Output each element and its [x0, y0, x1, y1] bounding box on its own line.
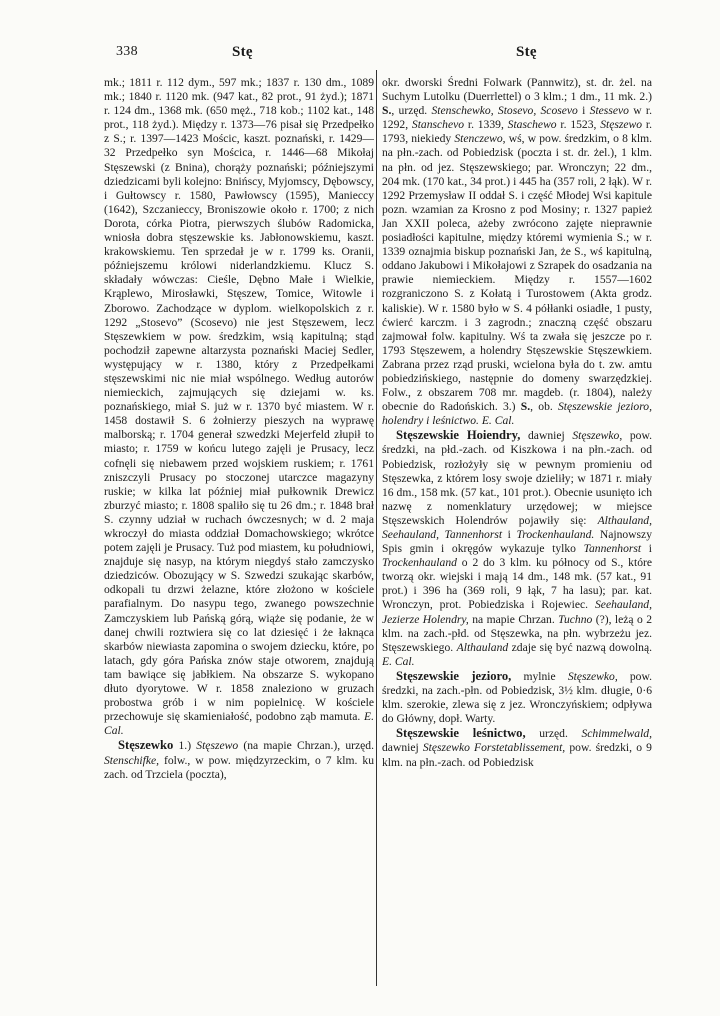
running-head-left: Stę [232, 44, 253, 60]
italic-name: Stenczewo [454, 132, 503, 146]
entry-text: o 2 do 3 klm. ku północy od S., które tworzą okr. wiejski i mają 14 dm., 148 mk. (57 kat., 91 prot.) i 396 ha (369 roli, 9 łąk, 7 ha lasu); par. kat. Wronczyn, prot. Pobiedziska i Rojewiec. [382, 556, 652, 612]
entry-text: dawniej [382, 741, 423, 755]
italic-name: Tuchno [558, 612, 593, 626]
entry-text: , urzęd. [391, 104, 432, 118]
entry-holendry [382, 428, 652, 669]
entry-continuation [104, 76, 374, 738]
page-number: 338 [116, 44, 138, 59]
entry-text: mylnie [511, 669, 568, 683]
bold-abbrev: S. [382, 104, 392, 118]
author-signature: E. Cal. [481, 414, 515, 428]
entry-text: okr. dworski Średni Folwark (Pannwitz), st. dr. żel. na Suchym Lutolku (Duerrlettel) o 3 klm.; 1 dm., 11 mk. 2.) [382, 76, 652, 104]
entry-text: r. 1793, niekiedy [382, 118, 652, 146]
entry-lemma: Stęszewskie leśnictwo, [396, 726, 526, 741]
italic-name: Stęszewko [572, 429, 620, 443]
entry-lemma: Stęszewskie Hoiendry, [396, 428, 521, 443]
italic-name: Seehauland, Jezierze Holendry, [382, 598, 652, 626]
column-divider [376, 70, 377, 986]
italic-name: Trockenhauland. [516, 528, 595, 541]
italic-name: Stanschevo [411, 118, 465, 132]
entry-steszewko [104, 738, 374, 781]
entry-text: r. 1339, [464, 118, 508, 132]
entry-text: , wś, w pow. średzkim, o 8 klm. na płn.-zach. od Pobiedzisk (poczta i st. dr. żel.), 1 klm. na płn. od jez. Stęszewskiego; par. Wronczyn; 22 dm., 204 mk. (170 kat., 34 prot.) i 445 ha (357 roli, 2 łąk). W r. 1292 Przemysław II oddał S. i część Młodej Wsi kapitule pozn. wzamian za Krosno z pod Mosiny; r. 1327 papież Jan XXII poleca, ażeby zwrócono zajęte nieprawnie posiadłości kapitulne, między któremi wymienia S.; w r. 1339 oznajmia biskup poznański Jan, że S., wś kapitulną, oddano Jakubowi i Mikołajowi z Szrapek do osadzania na prawie niemieckiem. Między r. 1557—1602 rozgraniczono S. z Kołatą i Turostowem (Akta grodz. kaliskie). W r. 1580 było w S. 4 półłanki osiadłe, 1 pusty, ćwierć karczm. i 3 zagrodn.; znaczną część obszaru zajmował folw. kapitulny. Wś ta zwała się jeszcze po r. 1793 Stęszewem, a holendry Stęszewskie Stęszewkiem. Zabrana przez rząd pruski, wcielona była do t. zw. amtu pobiedzińskiego, następnie do domeny swarzędzkiej. Folw., z obszarem 708 mr. magdeb. (r. 1804), należy obecnie do Radońskich. 3.) [382, 132, 652, 414]
italic-name: Stęszewskie jezioro, holendry i leśnictwo. [382, 400, 652, 428]
italic-name: Tannenhorst [583, 542, 642, 556]
author-signature: E. Cal. [104, 710, 374, 738]
bold-abbrev: S. [520, 400, 531, 414]
entry-text: i [577, 104, 590, 118]
italic-name: Stęszewo [196, 739, 239, 753]
right-column [382, 76, 652, 998]
entry-text: urzęd. [525, 727, 582, 741]
italic-name: Stęszewko Forstetablissement, [422, 741, 566, 755]
italic-name: Stęszewko, [567, 669, 618, 683]
entry-text: w r. 1292, [382, 104, 652, 132]
entry-lemma: Stęszewko [118, 738, 174, 753]
italic-name: Staschewo [507, 118, 557, 132]
entry-lemma: Stęszewskie jezioro, [396, 668, 512, 683]
entry-text: i [502, 528, 517, 541]
entry-text: (na mapie Chrzan.), urzęd. [238, 739, 374, 753]
entry-text: dawniej [520, 429, 573, 443]
italic-name: Trockenhauland [382, 556, 457, 570]
entry-lesnictwo [382, 726, 652, 769]
left-column [104, 76, 374, 998]
entry-text: pow. średzki, na zach.-płn. od Pobiedzisk, 3½ klm. długie, 0·6 klm. szerokie, zlewa się z jez. Wronczyńskiem; odpływa do Główny, dopł. Warty. [382, 669, 652, 726]
entry-text: r. 1523, [556, 118, 601, 132]
italic-name: Althauland, Seehauland, Tannenhorst [382, 513, 652, 541]
entry-text: , ob. [530, 400, 558, 414]
italic-name: Schimmelwald, [581, 727, 652, 741]
entry-text: , pow. średzki, na płd.-zach. od Kiszkowa i na płn.-zach. od Pobiedzisk, rozłożyły się w pewnym promieniu od Stęszewka, z którem losy swoje dzieliły; w 1871 r. miały 16 dm., 158 mk. (57 kat., 101 prot.). Obecnie usunięto ich nazwę z nomenklatury urzędowej; w miejsce Stęszewskich Holendrów pojawiły się: [382, 429, 652, 527]
entry-text: pow. średzki, o 9 klm. na płn.-zach. od Pobiedzisk [382, 741, 652, 769]
author-signature: E. Cal. [382, 654, 415, 668]
entry-text: Najnowszy Spis gmin i okręgów wykazuje tylko [382, 528, 652, 556]
italic-name: Stessevo [589, 104, 629, 118]
entry-jezioro [382, 669, 652, 726]
italic-name: Stęszewo [600, 118, 643, 132]
entry-text: mk.; 1811 r. 112 dym., 597 mk.; 1837 r. 130 dm., 1089 mk.; 1840 r. 1120 mk. (947 kat., 82 prot., 91 żyd.); 1871 r. 124 dm., 1368 mk. (650 męż., 718 kob.; 1102 kat., 148 prot., 118 żyd.). Między r. 1373—76 pisał się Przedpełko z S.; r. 1397—1423 Mościc, kaszt. poznański, r. 1429—32 Przedpełko syn Mościca, r. 1446—68 Mikołaj Stęszewski (z Bnina), chorąży poznański; późniejszymi dziedzicami byli kolejno: Bnińscy, Myjomscy, Dębowscy, i Gułtowscy r. 1580, Pawłowscy (1595), Manieccy (1642), Szczanieccy, Broniszowie około r. 1700; z nich Dorota, córka Piotra, pierwszych ślubów Radomicka, wniosła dobra stęszewskie ks. Jabłonowskiemu, kaszt. krakowskiemu. Ten sprzedał je w r. 1799 ks. Oranii, późniejszemu królowi niderlandzkiemu. Klucz S. składały wówczas: Cieśle, Dębno Małe i Wielkie, Krąplewo, Mirosławki, Stęszew, Tomice, Witowle i Zborowo. Zachodzące w dyplom. wielkopolskich z r. 1292 „Stosevo” (Scosevo) nie jest Stęszewem, lecz Stęszewkiem w pow. średzkim, wsią kapitulną; stąd pochodził zapewne altarzysta poznański Maciej Sedler, występujący w r. 1380, który z Przedpełkami stęszewskimi nic nie miał wspólnego. Według autorów niemieckich, zajmujących się dziejami w. ks. poznańskiego, miał S. już w r. 1370 być miastem. W r. 1458 dostawił S. 6 żołnierzy pieszych na wyprawę malborską; r. 1704 generał szwedzki Mejerfeld złupił to miasto; r. 1759 w końcu lutego zajęli je Prusacy, lecz cofnęli się niebawem przed wojskiem ruskiem; r. 1761 zniszczyli Prusacy po stoczonej utarczce magazyny ruskie; w kilka lat później miał pułkownik Drewicz zburzyć miasto; r. 1808 spaliło się tu 26 dm.; r. 1848 brał S. czynny udział w ruchach ówczesnych; w d. 2 maja wkroczył do miasta oddział Domachowskiego; wkrótce potem zajęli je Prusacy. Tuż pod miastem, ku południowi, znajduje się nasyp, na którym niegdyś stało zamczysko dziedziców. Obozujący w S. Szwedzi szukając skarbów, odkopali tu drzwi żelazne, które złożono w kościele parafialnym. Do nasypu tego, zwanego powszechnie Zamczyskiem lub Pańską górą, wiąże się podanie, że w danej chwili roztwiera się co lat dziesięć i że łaknąca skarbów niewiasta zapomina o swojem dziecku, które, po latach, gdy góra Pańska znów staje otworem, znajdują tam bawiące się jabłkiem. Na obszarze S. wykopano dłuto dyorytowe. W r. 1858 znaleziono w gruzach probostwa grób i w nim popielnicę. W kościele przechowuje się skamieniałość, podobno ząb mamuta. [104, 76, 374, 724]
entry-continuation [382, 76, 652, 428]
running-head-right: Stę [516, 44, 537, 60]
entry-text: na mapie Chrzan. [468, 612, 559, 626]
entry-text: 1.) [173, 739, 197, 753]
italic-name: Stenschifke, [104, 753, 160, 767]
entry-text: (?), leżą o 2 klm. na zach.-płd. od Stęszewka, na płn. wybrzeżu jez. Stęszewskiego. [382, 612, 652, 654]
entry-text: folw., w pow. międzyrzeckim, o 7 klm. ku zach. od Trzciela (poczta), [104, 753, 374, 781]
entry-text: zdaje się być nazwą dowolną. [508, 640, 652, 654]
italic-name: Stenschewko, Stosevo, Scosevo [431, 104, 578, 118]
entry-text: i [641, 542, 652, 556]
italic-name: Althauland [456, 640, 509, 654]
